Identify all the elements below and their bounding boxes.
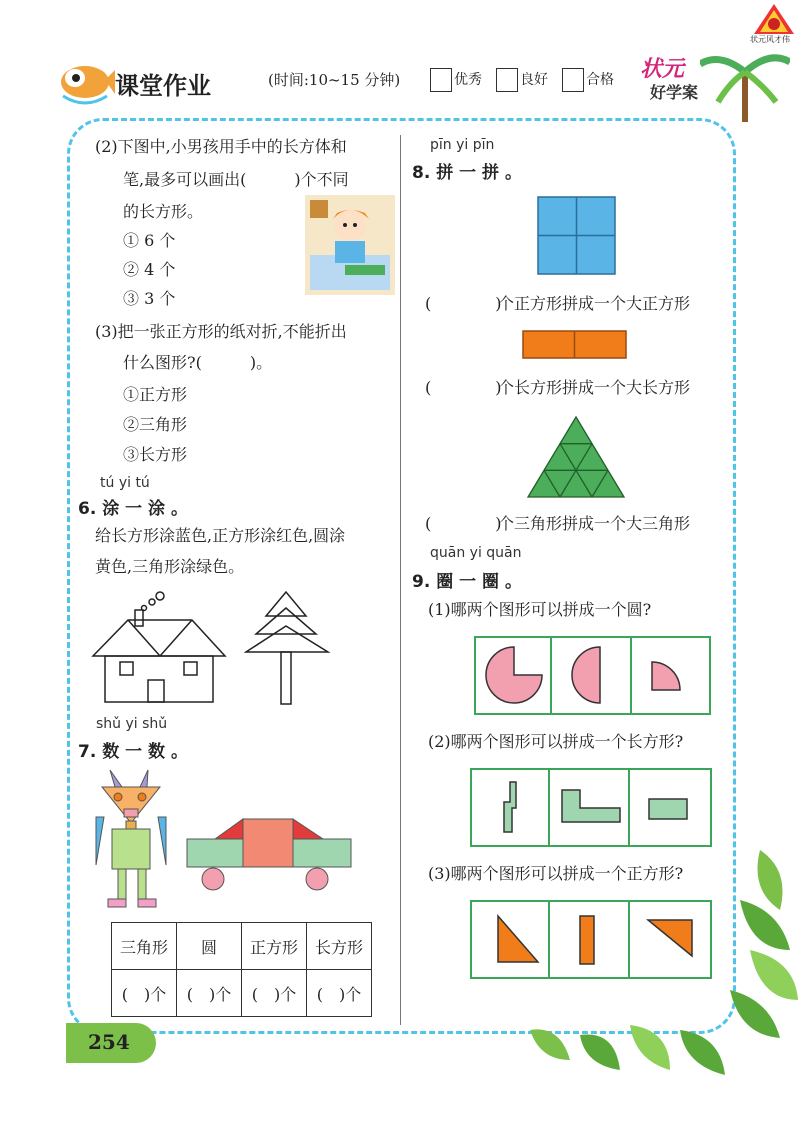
boy-drawing-illustration bbox=[305, 195, 395, 295]
rating-label-pass: 合格 bbox=[586, 72, 614, 88]
count-table bbox=[111, 922, 372, 1017]
nine-triangles-figure bbox=[526, 415, 626, 499]
flipped-triangle-shape[interactable] bbox=[644, 916, 696, 960]
four-squares-figure bbox=[537, 196, 617, 276]
step-strip-shape[interactable] bbox=[500, 780, 524, 836]
q8-title: 8. 拼 一 拼 。 bbox=[412, 163, 522, 183]
rating-checkbox-good[interactable] bbox=[496, 68, 518, 92]
q5-p2-line2: 笔,最多可以画出( )个不同 bbox=[123, 170, 349, 189]
rating-label-excellent: 优秀 bbox=[454, 72, 482, 88]
q9-panel-square bbox=[470, 900, 712, 979]
rating-checkbox-excellent[interactable] bbox=[430, 68, 452, 92]
car-figure bbox=[185, 815, 355, 895]
column-divider bbox=[400, 135, 401, 1025]
q8-blank-rect[interactable]: ( ) bbox=[425, 378, 502, 397]
q9-p3: (3)哪两个图形可以拼成一个正方形? bbox=[428, 864, 684, 883]
q5-p3-option-3[interactable]: ③长方形 bbox=[123, 445, 188, 464]
q8-line-square: 个正方形拼成一个大正方形 bbox=[498, 294, 691, 313]
header-circle: 圆 bbox=[177, 923, 242, 970]
q6-title: 6. 涂 一 涂 。 bbox=[78, 499, 188, 519]
q5-p2-option-2[interactable]: ② 4 个 bbox=[123, 260, 176, 279]
rating-checkbox-pass[interactable] bbox=[562, 68, 584, 92]
header bbox=[0, 50, 800, 120]
q8-line-rect: 个长方形拼成一个大长方形 bbox=[498, 378, 691, 397]
fish-mascot-icon bbox=[55, 50, 115, 110]
table-row bbox=[112, 970, 372, 1017]
q5-p3-option-1[interactable]: ①正方形 bbox=[123, 385, 188, 404]
q5-p3-option-2[interactable]: ②三角形 bbox=[123, 415, 188, 434]
small-rectangle-shape[interactable] bbox=[646, 796, 692, 824]
l-shape[interactable] bbox=[558, 786, 624, 826]
rating-label-good: 良好 bbox=[520, 72, 548, 88]
q5-p2-line1: (2)下图中,小男孩用手中的长方体和 bbox=[95, 137, 347, 156]
bottom-leaves-decoration bbox=[520, 1020, 740, 1090]
q5-p2-line3: 的长方形。 bbox=[123, 202, 204, 221]
three-quarter-circle-shape[interactable] bbox=[484, 644, 544, 706]
q5-p3-line2: 什么图形?( )。 bbox=[123, 353, 273, 372]
time-note: (时间:10~15 分钟) bbox=[268, 71, 401, 89]
page-title: 课堂作业 bbox=[115, 72, 211, 100]
page-number: 254 bbox=[88, 1030, 130, 1054]
table-row bbox=[112, 923, 372, 970]
q9-panel-circle bbox=[474, 636, 711, 715]
robot-figure bbox=[90, 765, 180, 915]
answer-circle[interactable]: ( )个 bbox=[177, 970, 242, 1017]
header-rectangle: 长方形 bbox=[307, 923, 372, 970]
q9-title: 9. 圈 一 圈 。 bbox=[412, 572, 522, 592]
q5-p3-line1: (3)把一张正方形的纸对折,不能折出 bbox=[95, 322, 347, 341]
header-square: 正方形 bbox=[242, 923, 307, 970]
corner-logo bbox=[750, 2, 798, 46]
q8-pinyin: pīn yi pīn bbox=[430, 137, 495, 153]
tree-figure bbox=[244, 590, 334, 710]
q5-p2-option-1[interactable]: ① 6 个 bbox=[123, 231, 176, 250]
palm-tree-icon bbox=[700, 42, 790, 122]
brand-logo-icon bbox=[750, 2, 798, 36]
q9-panel-rectangle bbox=[470, 768, 712, 847]
two-rectangles-figure bbox=[522, 330, 628, 360]
corner-mark: 状元风才伟 bbox=[750, 35, 790, 44]
brand-top: 状元 bbox=[640, 57, 685, 82]
q8-blank-tri[interactable]: ( ) bbox=[425, 514, 502, 533]
q7-title: 7. 数 一 数 。 bbox=[78, 742, 188, 762]
q7-pinyin: shǔ yi shǔ bbox=[96, 716, 168, 732]
q9-pinyin: quān yi quān bbox=[430, 545, 522, 561]
answer-rectangle[interactable]: ( )个 bbox=[307, 970, 372, 1017]
q9-p2: (2)哪两个图形可以拼成一个长方形? bbox=[428, 732, 684, 751]
right-leaves-decoration bbox=[720, 840, 800, 1040]
brand-bottom: 好学案 bbox=[650, 83, 699, 102]
half-circle-shape[interactable] bbox=[570, 644, 610, 706]
answer-square[interactable]: ( )个 bbox=[242, 970, 307, 1017]
q6-line2: 黄色,三角形涂绿色。 bbox=[95, 557, 245, 576]
q6-line1: 给长方形涂蓝色,正方形涂红色,圆涂 bbox=[95, 526, 346, 545]
house-figure bbox=[90, 580, 230, 710]
header-triangle: 三角形 bbox=[112, 923, 177, 970]
answer-triangle[interactable]: ( )个 bbox=[112, 970, 177, 1017]
q9-p1: (1)哪两个图形可以拼成一个圆? bbox=[428, 600, 652, 619]
thin-rectangle-shape[interactable] bbox=[576, 912, 600, 968]
q8-blank-square[interactable]: ( ) bbox=[425, 294, 502, 313]
q8-line-tri: 个三角形拼成一个大三角形 bbox=[498, 514, 691, 533]
q5-p2-option-3[interactable]: ③ 3 个 bbox=[123, 289, 176, 308]
quarter-circle-shape[interactable] bbox=[646, 656, 686, 696]
right-triangle-shape[interactable] bbox=[492, 912, 542, 968]
q6-pinyin: tú yi tú bbox=[100, 475, 150, 491]
